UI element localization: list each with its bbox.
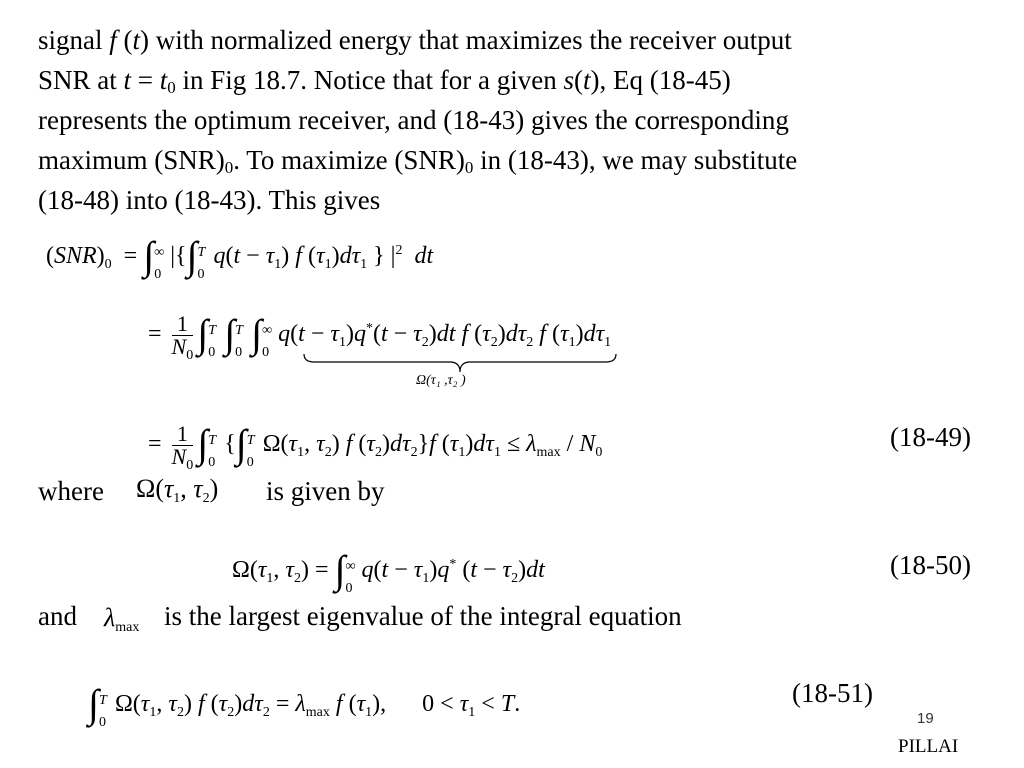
text: ), Eq (18-45)	[590, 65, 731, 95]
page-number: 19	[917, 710, 934, 727]
text: 0	[167, 78, 176, 97]
text: f	[109, 25, 117, 55]
text: t	[159, 65, 168, 95]
equation-number-18-49: (18-49)	[890, 422, 971, 452]
and-word: and	[38, 601, 77, 631]
lambda-max-inline: $\lambda_{max}$	[104, 603, 140, 635]
underbrace-label: Ω(τ₁ ,τ₂ )	[416, 373, 466, 388]
omega-inline: $\Omega(\tau_1$, $\tau_2$)	[136, 474, 219, 506]
intro-paragraph	[38, 20, 998, 220]
text: 0	[464, 158, 474, 177]
equation-snr-line2: = $\frac{1}{N_0}$ ∫ T 0 ∫ T 0 ∫ ∞ 0 $q(t - \tau_1)q^*(t - \tau_2)dt$ f $(\tau_2)d\tau_2$ f $(\tau_1)d\tau_1$	[148, 310, 612, 363]
author-name: PILLAI	[898, 736, 959, 757]
equation-number-18-51: (18-51)	[792, 678, 873, 708]
text: ) with normalized energy that maximizes the receiver output	[140, 25, 792, 55]
text: t	[132, 25, 141, 55]
text: t	[582, 65, 591, 95]
text: SNR at	[38, 65, 124, 95]
text: (	[116, 25, 133, 55]
text: (18-48) into (18-43). This gives	[38, 185, 381, 215]
equation-number-18-50: (18-50)	[890, 550, 971, 580]
text: in (18-43), we may substitute	[473, 145, 798, 175]
text: in Fig 18.7. Notice that for a given	[175, 65, 564, 95]
text: =	[131, 65, 160, 95]
text: . To maximize (SNR)	[233, 145, 465, 175]
text: maximum (SNR)	[38, 145, 225, 175]
is-given-by-text: is given by	[266, 476, 385, 506]
equation-18-51: ∫ T 0 $\Omega(\tau_1$, $\tau_2$) f $(\tau_2)d\tau_2 = \lambda_{max}$ f $(\tau_1)$, $0 < \tau_1 < T$.	[88, 681, 521, 730]
where-word: where	[38, 476, 104, 506]
text: (	[573, 65, 583, 95]
text: signal	[38, 25, 110, 55]
equation-18-50: $\Omega(\tau_1$, $\tau_2$) = ∫ ∞ 0 $q(t - \tau_1)q^*$ $(t - \tau_2)dt$	[232, 547, 545, 596]
text: s	[563, 65, 574, 95]
largest-eigenvalue-text: is the largest eigenvalue of the integral equation	[164, 601, 682, 631]
text: represents the optimum receiver, and (18-43) gives the corresponding	[38, 105, 789, 135]
text: 0	[224, 158, 234, 177]
equation-snr-line1: $(SNR)_0$ = ∫ ∞ 0 |{∫ T 0 $q(t - \tau_1)$ f $(\tau_1)d\tau_1$ } $|^2$ dt	[46, 233, 434, 282]
equation-18-49: = $\frac{1}{N_0}$ ∫ T 0 {∫ T 0 $\Omega(\tau_1$, $\tau_2$) f $(\tau_2)d\tau_2\}f$ $(\tau_1)d\tau_1 \le \lambda_{max} / N_0$	[148, 420, 603, 473]
text: t	[123, 65, 132, 95]
